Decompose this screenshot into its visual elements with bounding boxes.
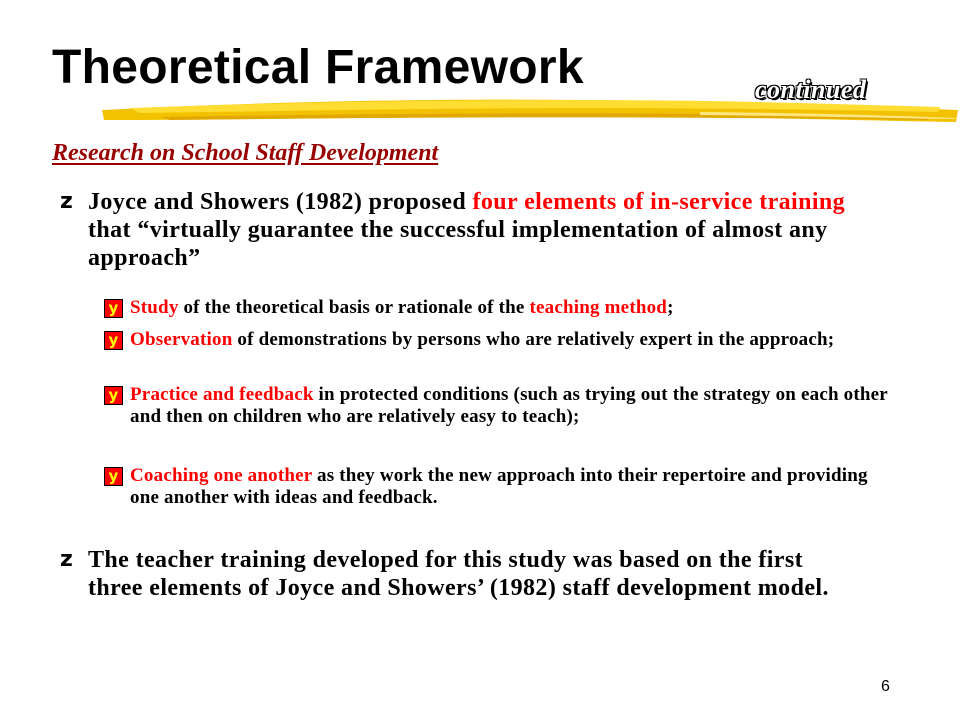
bullet-icon: z [60,189,74,214]
sub-bullet-icon: y [104,386,123,405]
sub-bullet-text: Study of the theoretical basis or rationale of the teaching method; [130,297,674,318]
highlight-text: four elements of in-service training [472,189,846,215]
sub-bullet-observation [104,329,894,351]
sub-bullet-text: Practice and feedback in protected conditions (such as trying out the strategy on each other and then on children who are relatively easy to teach); [130,384,888,427]
sub-bullet-practice [104,384,894,428]
sub-bullet-text: Observation of demonstrations by persons who are relatively expert in the approach; [130,329,835,350]
sub-bullet-study [104,297,894,319]
bullet-joyce-showers [60,188,860,272]
sub-bullet-coaching [104,465,894,509]
slide-title: Theoretical Framework [52,41,584,94]
bullet-text: The teacher training developed for this study was based on the first three elements of Joyce and Showers’ (1982) staff development model. [88,547,829,601]
page-number: 6 [881,678,890,695]
sub-bullet-icon: y [104,299,123,318]
bullet-icon: z [60,547,74,572]
continued-label: continued [755,75,867,104]
sub-bullet-icon: y [104,331,123,350]
section-subtitle: Research on School Staff Development [52,140,439,166]
sub-bullet-icon: y [104,467,123,486]
sub-bullet-text: Coaching one another as they work the new approach into their repertoire and providing one another with ideas and feedback. [130,465,868,508]
bullet-text: Joyce and Showers (1982) proposed four elements of in-service training that “virtually guarantee the successful implementation of almost any approach” [88,189,846,271]
bullet-teacher-training [60,546,860,602]
